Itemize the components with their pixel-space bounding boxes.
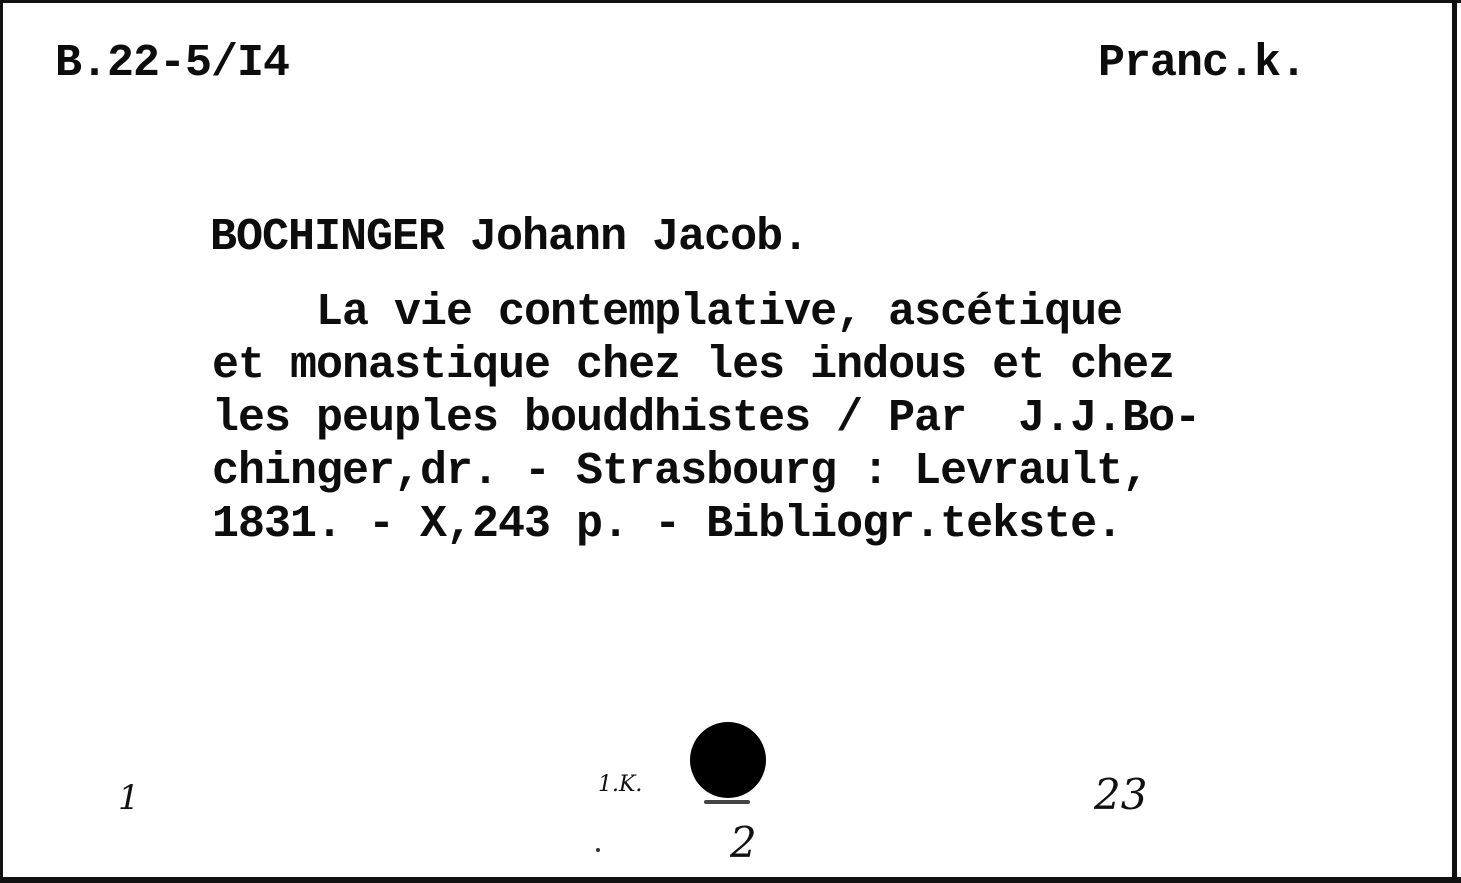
ink-speck: [596, 848, 600, 852]
card-border-top: [0, 0, 1461, 3]
handwritten-note-left: 1: [118, 778, 140, 818]
description-line: les peuples bouddhistes / Par J.J.Bo-: [212, 393, 1201, 444]
description-line: La vie contemplative, ascétique: [212, 287, 1123, 338]
language-code: Pranc.k.: [1098, 38, 1307, 89]
description-line: 1831. - X,243 p. - Bibliogr.tekste.: [212, 499, 1123, 550]
handwritten-note-bottom: 2: [730, 818, 757, 867]
description-line: chinger,dr. - Strasbourg : Levrault,: [212, 446, 1149, 497]
punch-hole: [690, 722, 766, 798]
description-line: et monastique chez les indous et chez: [212, 340, 1175, 391]
author-heading: BOCHINGER Johann Jacob.: [210, 212, 809, 263]
shelfmark: B.22-5/I4: [55, 38, 290, 89]
bibliographic-description: [212, 286, 1200, 551]
card-border-left: [0, 0, 3, 883]
handwritten-note-middle: 1.K.: [598, 772, 643, 797]
handwritten-note-right: 23: [1094, 770, 1148, 819]
card-border-bottom: [0, 877, 1461, 883]
card-border-right: [1452, 0, 1457, 883]
